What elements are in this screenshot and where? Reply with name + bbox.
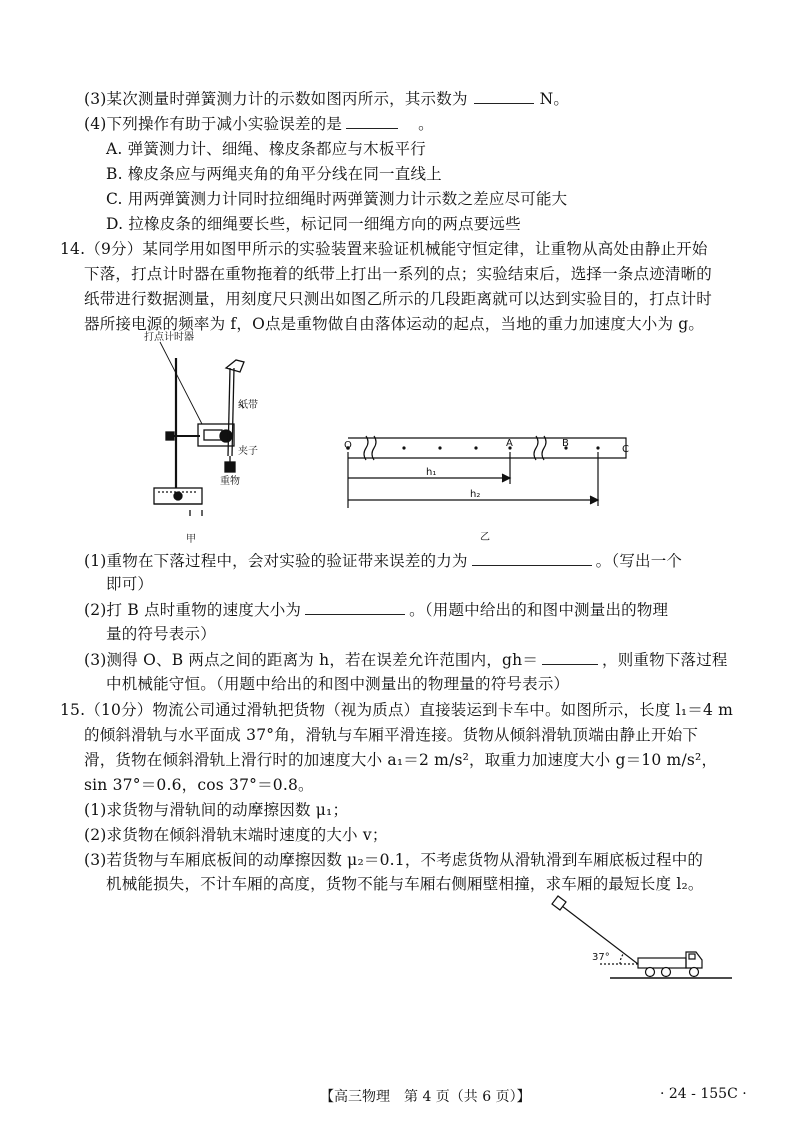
q13-part3-unit: N。 bbox=[539, 90, 570, 108]
figure-slide-truck bbox=[540, 892, 740, 982]
label-h2: h₂ bbox=[470, 489, 481, 500]
label-clip: 夹子 bbox=[238, 446, 258, 457]
caption-yi: 乙 bbox=[480, 532, 490, 543]
label-point-a: A bbox=[506, 438, 513, 449]
q14-stem-line3: 纸带进行数据测量，用刻度尺只测出如图乙所示的几段距离就可以达到实验目的，打点计时 bbox=[84, 290, 713, 308]
q14-part2-tail: 。（用题中给出的和图中测量出的物理 bbox=[409, 601, 669, 619]
q13-part4 bbox=[84, 114, 434, 134]
q14-part2-text: (2)打 B 点时重物的速度大小为 bbox=[84, 601, 302, 619]
q15-part1: (1)求货物与滑轨间的动摩擦因数 μ₁； bbox=[84, 801, 349, 819]
q14-part2-cont: 量的符号表示） bbox=[106, 625, 216, 643]
q14-part1-cont: 即可） bbox=[106, 575, 154, 593]
answer-blank[interactable] bbox=[472, 551, 592, 566]
answer-blank[interactable] bbox=[474, 89, 534, 104]
q15-stem-line2: 的倾斜滑轨与水平面成 37°角，滑轨与车厢平滑连接。货物从倾斜滑轨顶端由静止开始下 bbox=[84, 726, 699, 744]
q14-part1 bbox=[84, 551, 682, 571]
q13-option-b: B. 橡皮条应与两绳夹角的角平分线在同一直线上 bbox=[106, 165, 442, 183]
q15-part2: (2)求货物在倾斜滑轨末端时速度的大小 v； bbox=[84, 826, 388, 844]
q14-part1-tail: 。（写出一个 bbox=[595, 552, 683, 570]
caption-jia: 甲 bbox=[186, 534, 196, 545]
q15-stem-line1: 15.（10分）物流公司通过滑轨把货物（视为质点）直接装运到卡车中。如图所示，长度 l₁＝4 m bbox=[60, 701, 734, 719]
q14-part3-text: (3)测得 O、B 两点之间的距离为 h，若在误差允许范围内，gh＝ bbox=[84, 651, 539, 669]
label-point-c: C bbox=[622, 444, 629, 455]
answer-blank[interactable] bbox=[542, 650, 598, 665]
label-h1: h₁ bbox=[426, 467, 437, 478]
label-paper-tape: 纸带 bbox=[238, 400, 258, 411]
q15-stem-line4: sin 37°＝0.6，cos 37°＝0.8。 bbox=[84, 776, 314, 794]
label-point-b: B bbox=[562, 438, 569, 449]
q13-option-a: A. 弹簧测力计、细绳、橡皮条都应与木板平行 bbox=[106, 140, 426, 158]
q14-part3 bbox=[84, 650, 728, 670]
q13-part4-tail: 。 bbox=[418, 115, 434, 133]
q13-option-d: D. 拉橡皮条的细绳要长些，标记同一细绳方向的两点要远些 bbox=[106, 215, 521, 233]
q13-part3-text: (3)某次测量时弹簧测力计的示数如图丙所示，其示数为 bbox=[84, 90, 468, 108]
figure-jia-apparatus bbox=[140, 328, 280, 548]
label-point-o: O bbox=[344, 440, 352, 451]
answer-blank[interactable] bbox=[346, 114, 398, 129]
label-weight: 重物 bbox=[220, 476, 240, 487]
footer-code: · 24 - 155C · bbox=[660, 1086, 747, 1102]
q14-part3-cont: 中机械能守恒。（用题中给出的和图中测量出的物理量的符号表示） bbox=[106, 675, 570, 693]
label-angle: 37° bbox=[592, 952, 610, 963]
q15-part3: (3)若货物与车厢底板间的动摩擦因数 μ₂＝0.1，不考虑货物从滑轨滑到车厢底板过程中的 bbox=[84, 851, 704, 869]
q14-part2 bbox=[84, 600, 668, 620]
q15-part3-cont: 机械能损失，不计车厢的高度，货物不能与车厢右侧厢壁相撞，求车厢的最短长度 l₂。 bbox=[106, 875, 704, 893]
label-timer: 打点计时器 bbox=[144, 332, 194, 343]
q13-part4-text: (4)下列操作有助于减小实验误差的是 bbox=[84, 115, 343, 133]
footer-page-number: 【高三物理 第 4 页（共 6 页）】 bbox=[320, 1089, 531, 1105]
q15-stem-line3: 滑，货物在倾斜滑轨上滑行时的加速度大小 a₁＝2 m/s²，取重力加速度大小 g＝10 m/s²， bbox=[84, 751, 718, 769]
figure-yi-paper-tape bbox=[330, 428, 650, 548]
answer-blank[interactable] bbox=[305, 600, 405, 615]
q14-stem-line1: 14.（9分）某同学用如图甲所示的实验装置来验证机械能守恒定律，让重物从高处由静止开始 bbox=[60, 240, 708, 258]
q14-stem-line4: 器所接电源的频率为 f，O点是重物做自由落体运动的起点，当地的重力加速度大小为 g。 bbox=[84, 315, 705, 333]
q14-part1-text: (1)重物在下落过程中，会对实验的验证带来误差的力为 bbox=[84, 552, 468, 570]
q13-option-c: C. 用两弹簧测力计同时拉细绳时两弹簧测力计示数之差应尽可能大 bbox=[106, 190, 568, 208]
q14-stem-line2: 下落，打点计时器在重物拖着的纸带上打出一系列的点；实验结束后，选择一条点迹清晰的 bbox=[84, 265, 713, 283]
q14-part3-tail: ，则重物下落过程 bbox=[602, 651, 728, 669]
q13-part3 bbox=[84, 89, 569, 109]
